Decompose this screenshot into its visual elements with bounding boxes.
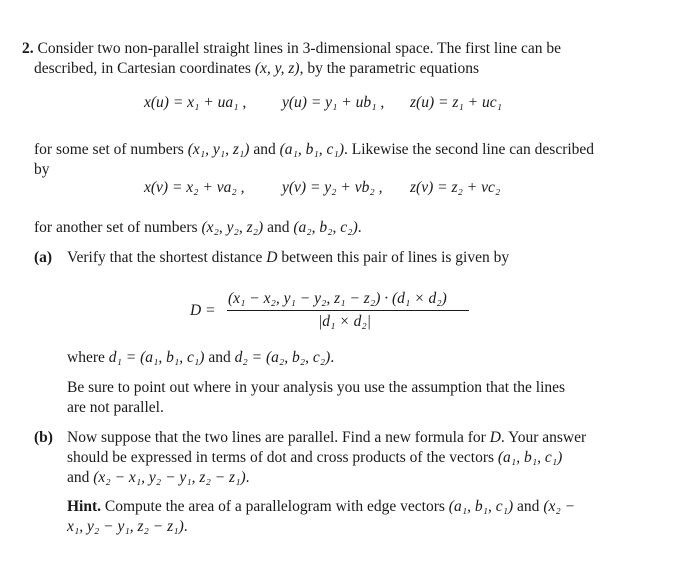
equation-line1-z: z(u) = z₁ + uc₁ bbox=[410, 94, 502, 111]
line1-description-by: by bbox=[34, 161, 50, 178]
line1-description bbox=[34, 141, 594, 159]
text: Verify that the shortest distance bbox=[67, 249, 267, 266]
part-label: (b) bbox=[34, 429, 53, 446]
problem-intro-line2 bbox=[34, 60, 479, 78]
math-inline: (x₂ − x₁, y₂ − y₁, z₂ − z₁) bbox=[93, 469, 246, 486]
text: . bbox=[330, 349, 335, 366]
text: and bbox=[513, 498, 544, 515]
math-inline: (x₁, y₁, z₁) bbox=[187, 141, 250, 158]
text: where bbox=[67, 349, 109, 366]
equation-line2-y: y(v) = y₂ + vb₂ , bbox=[282, 179, 383, 196]
intro-text: Consider two non-parallel straight lines in 3-dimensional space. The first line can be bbox=[37, 40, 562, 57]
math-inline: (a₁, b₁, c₁) bbox=[279, 141, 344, 158]
distance-formula bbox=[190, 290, 480, 336]
text: for some set of numbers bbox=[34, 141, 188, 158]
part-a-label bbox=[34, 249, 52, 267]
text: . bbox=[245, 469, 250, 486]
math-inline: (x₂ − bbox=[543, 498, 576, 515]
intro-text: described, in Cartesian coordinates bbox=[34, 60, 255, 77]
math-inline: (a₁, b₁, c₁) bbox=[448, 498, 514, 515]
problem-number: 2. bbox=[22, 40, 34, 57]
problem-intro-line1 bbox=[22, 40, 561, 58]
part-b-line2 bbox=[67, 449, 562, 467]
part-a-note-line1: Be sure to point out where in your analysis you use the assumption that the lines bbox=[67, 379, 566, 396]
math-inline: (x₂, y₂, z₂) bbox=[201, 219, 264, 236]
hint-label: Hint. bbox=[67, 498, 102, 515]
text: . bbox=[183, 518, 188, 535]
text: for another set of numbers bbox=[34, 219, 202, 236]
part-b-line1 bbox=[67, 429, 586, 447]
text: between this pair of lines is given by bbox=[277, 249, 510, 266]
math-inline: D bbox=[489, 429, 501, 446]
math-inline: d₂ = (a₂, b₂, c₂) bbox=[234, 349, 331, 366]
text: Now suppose that the two lines are parallel. Find a new formula for bbox=[67, 429, 490, 446]
part-b-line3 bbox=[67, 469, 250, 487]
text: and bbox=[204, 349, 235, 366]
part-a-note-line2: are not parallel. bbox=[67, 399, 164, 416]
hint-line2 bbox=[67, 518, 188, 536]
formula-lhs: D = bbox=[190, 302, 216, 319]
text: . Your answer bbox=[500, 429, 587, 446]
part-a-prompt bbox=[67, 249, 509, 267]
text: Compute the area of a parallelogram with edge vectors bbox=[101, 498, 449, 515]
text: . Likewise the second line can described bbox=[343, 141, 595, 158]
hint-line1 bbox=[67, 498, 575, 516]
where-definition bbox=[67, 349, 334, 367]
line2-description bbox=[34, 219, 362, 237]
formula-numerator: (x₁ − x₂, y₁ − y₂, z₁ − z₂) · (d₁ × d₂) bbox=[228, 290, 447, 307]
math-inline: d₁ = (a₁, b₁, c₁) bbox=[108, 349, 205, 366]
math-inline: (x, y, z) bbox=[254, 60, 300, 77]
text: should be expressed in terms of dot and cross products of the vectors bbox=[67, 449, 498, 466]
equation-line2-z: z(v) = z₂ + vc₂ bbox=[410, 179, 501, 196]
fraction-bar bbox=[227, 310, 469, 311]
math-inline: (a₂, b₂, c₂) bbox=[293, 219, 358, 236]
text: and bbox=[249, 141, 280, 158]
math-inline: x₁, y₂ − y₁, z₂ − z₁) bbox=[67, 518, 184, 535]
part-label: (a) bbox=[34, 249, 53, 266]
equation-line1-y: y(u) = y₁ + ub₁ , bbox=[282, 94, 385, 111]
equation-line1-x: x(u) = x₁ + ua₁ , bbox=[144, 94, 247, 111]
text: and bbox=[263, 219, 294, 236]
text: . bbox=[357, 219, 362, 236]
math-inline: D bbox=[266, 249, 278, 266]
part-b-label bbox=[34, 429, 53, 447]
intro-text: , by the parametric equations bbox=[299, 60, 480, 77]
math-inline: (a₁, b₁, c₁) bbox=[497, 449, 563, 466]
text: and bbox=[67, 469, 94, 486]
formula-denominator: |d₁ × d₂| bbox=[318, 313, 372, 330]
equation-line2-x: x(v) = x₂ + va₂ , bbox=[144, 179, 245, 196]
